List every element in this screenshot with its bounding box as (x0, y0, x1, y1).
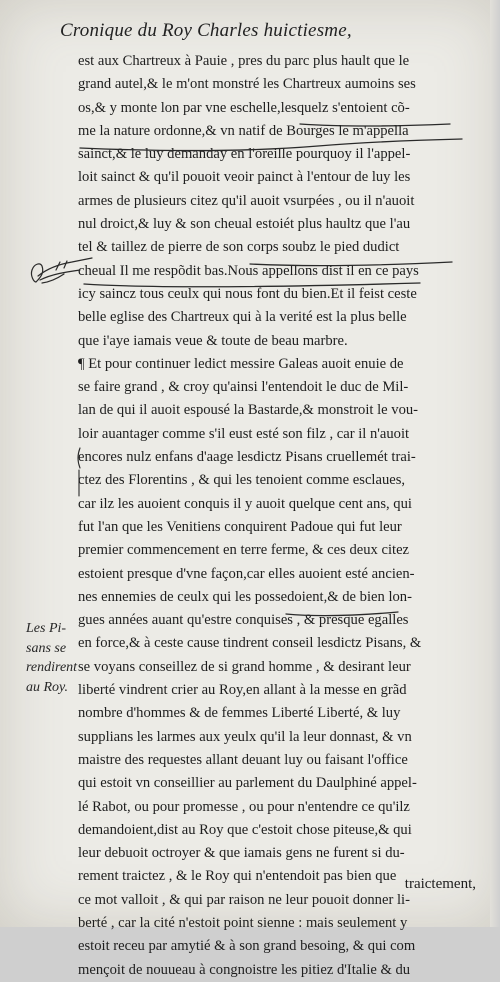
text-line: estoit receu par amytié & à son grand besoing, & qui com (78, 938, 416, 955)
running-head: Cronique du Roy Charles huictiesme, (60, 20, 352, 41)
text-line: car ilz les auoient conquis il y auoit quelque cent ans, qui (78, 495, 412, 512)
text-line: rement traictez , & le Roy qui n'entendoit pas bien que (78, 868, 397, 885)
text-line: supplians les larmes aux yeulx qu'il la leur donnast, & vn (78, 728, 412, 745)
text-line: icy saincz tous ceulx qui nous font du bien.Et il feist ceste (78, 285, 417, 302)
text-line: me la nature ordonne,& vn natif de Bourges le m'appella (78, 122, 409, 139)
text-line: lan de qui il auoit espousé la Bastarde,& monstroit le vou- (78, 402, 419, 419)
text-line: est aux Chartreux à Pauie , pres du parc plus hault que le (78, 53, 410, 69)
text-line: que i'aye iamais veue & toute de beau marbre. (78, 332, 348, 349)
text-line: se voyans conseillez de si grand homme , & desirant leur (78, 658, 411, 675)
underline-mark (300, 124, 450, 126)
text-line: armes de plusieurs citez qu'il auoit vsurpées , ou il n'auoit (78, 192, 415, 209)
text-line: qui estoit vn conseillier au parlement du Daulphiné appel- (78, 775, 417, 792)
text-line: nombre d'hommes & de femmes Liberté Liberté, & luy (78, 705, 401, 722)
marginal-note-line: Les Pi- (26, 621, 67, 636)
text-line: loit sainct & qu'il pouoit veoir painct à l'entour de luy les (78, 169, 411, 186)
text-line: liberté vindrent crier au Roy,en allant à la messe en grãd (78, 682, 407, 699)
text-line: belle eglise des Chartreux qui à la verité est la plus belle (78, 309, 407, 326)
text-line: demandoient,dist au Roy que c'estoit chose piteuse,& qui (78, 821, 412, 838)
text-line: tel & taillez de pierre de son corps soubz le pied dudict (78, 239, 400, 256)
marginal-note-line: au Roy. (26, 679, 68, 695)
text-line: ¶ Et pour continuer ledict messire Galeas auoit enuie de (78, 355, 404, 372)
text-line: loir auantager comme s'il eust esté son filz , car il n'auoit (78, 425, 410, 442)
marginal-note-line: sans se (26, 640, 67, 656)
text-line: nul droict,& luy & son cheual estoiét plus haultz que l'au (78, 216, 411, 233)
text-line: lé Rabot, ou pour promesse , ou pour n'entendre ce qu'ilz (78, 798, 410, 815)
text-line: os,& y monte lon par vne eschelle,lesquelz s'entoient cõ- (78, 99, 410, 116)
text-line: fut l'an que les Venitiens conquirent Padoue qui fut leur (78, 518, 402, 535)
text-line: mençoit de nouueau à congnoistre les pitiez d'Italie & du (78, 961, 411, 978)
margin-bracket (78, 448, 80, 496)
text-line: ce mot valloit , & qui par raison ne leur pouoit donner li- (78, 891, 410, 908)
text-line: cheual Il me respõdit bas.Nous appellons dist il en ce pays (78, 262, 419, 279)
marginal-note-line: rendirent (26, 660, 78, 675)
text-line: estoient presque d'vne façon,car elles auoient esté ancien- (78, 565, 415, 582)
text-line: encores nulz enfans d'aage lesdictz Pisans cruellemét trai- (78, 449, 416, 466)
text-line: leur debuoit octroyer & que iamais gens ne furent si du- (78, 845, 405, 862)
text-line: sainct,& le luy demanday en l'oreille pourquoy il l'appel- (78, 146, 411, 163)
text-line: maistre des requestes allant deuant luy ou faisant l'office (78, 751, 408, 768)
manicule-pointing-hand-icon (31, 258, 92, 283)
text-line: nes ennemies de ceulx qui les possedoient,& de bien lon- (78, 588, 412, 605)
text-line: se faire grand , & croy qu'ainsi l'entendoit le duc de Mil- (78, 379, 409, 396)
catchword: traictement, (404, 876, 476, 892)
underline-mark (84, 283, 420, 287)
underline-mark (250, 262, 452, 266)
text-line: premier commencement en terre ferme, & ces deux citez (78, 542, 410, 559)
underline-mark (80, 139, 462, 151)
text-line: ctez des Florentins , & qui les tenoient comme esclaues, (78, 472, 406, 489)
underline-mark (286, 612, 398, 616)
text-line: en force,& à ceste cause tindrent conseil lesdictz Pisans, & (78, 635, 422, 652)
text-line: gues années auant qu'estre conquises , & presque egalles (78, 612, 409, 629)
text-line: berté , car la cité n'estoit point sienne : mais seulement y (78, 914, 408, 931)
text-line: grand autel,& le m'ont monstré les Chartreux aumoins ses (78, 76, 416, 93)
